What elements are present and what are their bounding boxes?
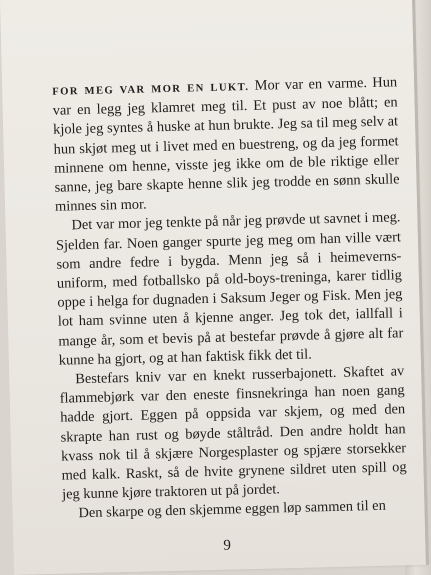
paragraph-1 (52, 73, 400, 217)
paragraph-2: Det var mor jeg tenkte på når jeg prøvde ut savnet i meg. Sjelden far. Noen ganger spurte jeg meg om han ville vært som andre fedre i bygda. Menn jeg så i heimeverns-uniform, med fotballsko på old-boys-treninga, karer tidlig oppe i helga for dugnaden i Saksum Jeger og Fisk. Men jeg lot ham svinne uten å kjenne anger. Jeg tok det, iallfall i mange år, som et bevis på at bestefar prøvde å gjøre alt far kunne ha gjort, og at han faktisk fikk det til. (55, 209, 404, 369)
paragraph-4: Den skarpe og den skjemme eggen løp sammen til en (78, 498, 387, 522)
page-number: 9 (223, 537, 232, 554)
opening-smallcaps: FOR MEG VAR MOR EN LUKT. (52, 81, 250, 98)
paragraph-1-text: Mor var en varme. Hun var en legg jeg klamret meg til. Et pust av noe blått; en kjole jeg syntes å huske at hun brukte. Jeg sa til meg selv at hun skjøt meg ut i livet med en buestreng, og da jeg formet minnene om henne, visste jeg ikke om de ble riktige eller sanne, jeg bare skapte henne slik jeg trodde en sønn skulle minnes sin mor. (52, 74, 400, 215)
paragraph-3: Bestefars kniv var en knekt russerbajonett. Skaftet av flammebjørk var den eneste finsnekringa han noen gang hadde gjort. Eggen på oppsida var skjem, og med den skrapte han rust og bøyde ståltråd. Den andre holdt han kvass nok til å skjære Norgesplaster og spjære storsekker med kalk. Raskt, så de hvite grynene sildret uten spill og jeg kunne kjøre traktoren ut på jordet. (59, 363, 407, 503)
body-text (52, 73, 408, 524)
